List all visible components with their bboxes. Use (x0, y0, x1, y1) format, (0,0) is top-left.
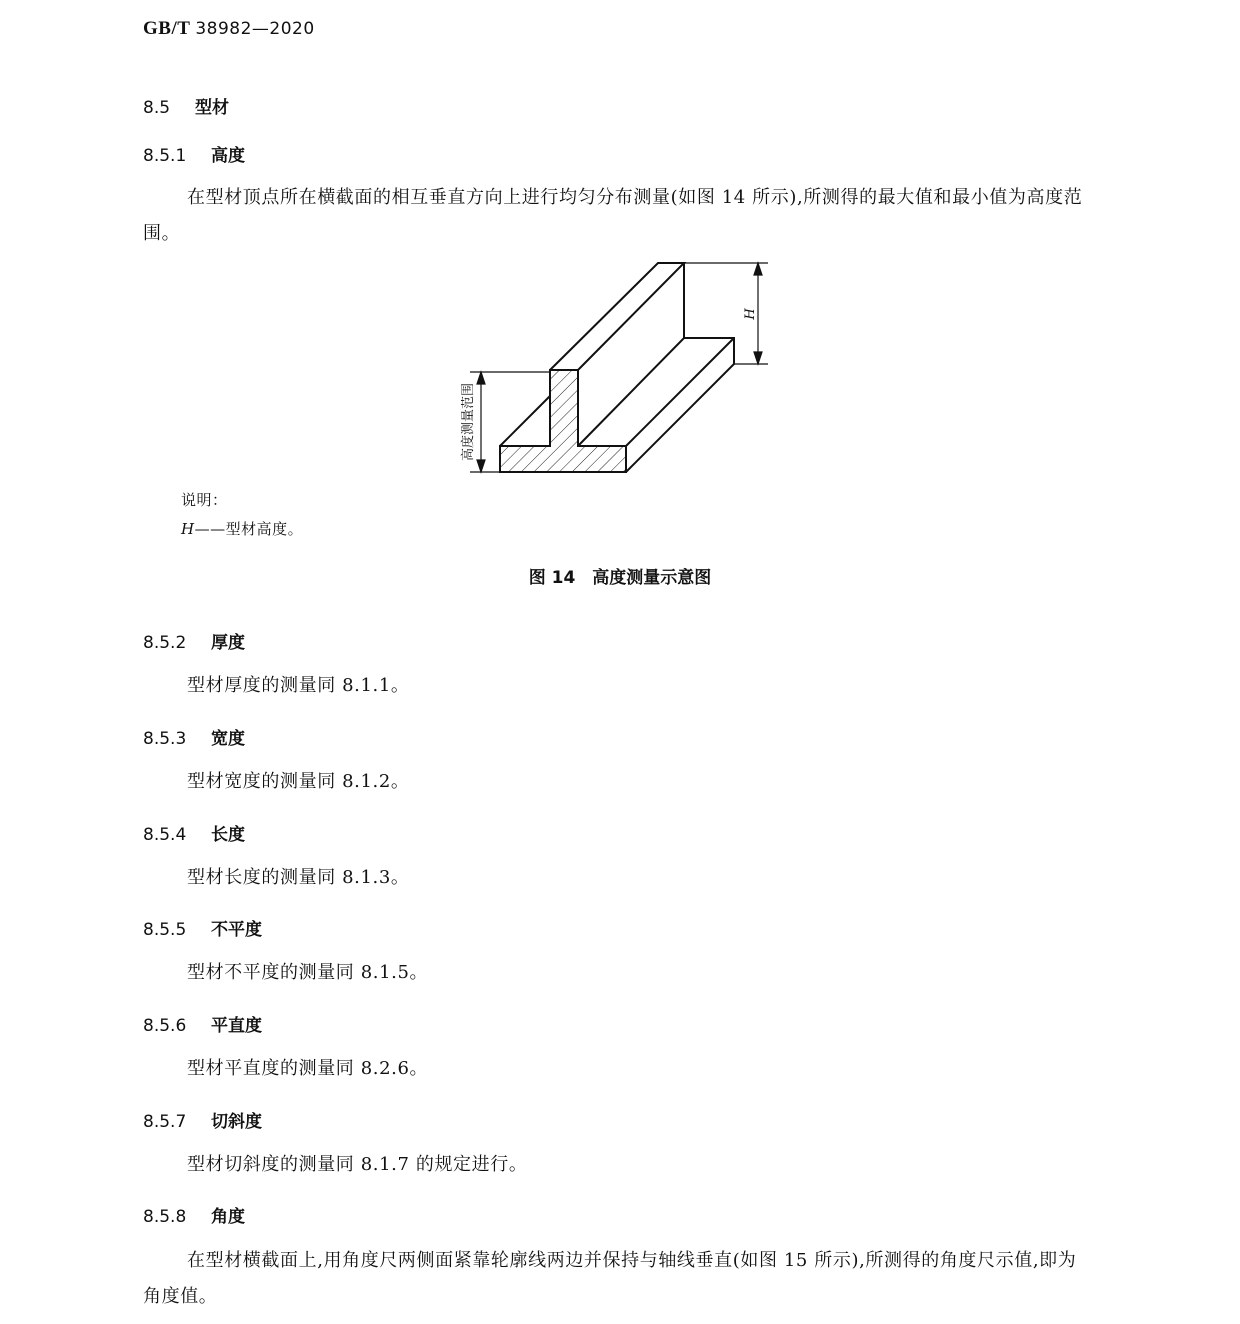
label-h: H (743, 308, 758, 320)
section-8-5-3-heading: 8.5.3 宽度 (143, 729, 245, 749)
section-8-5-5-text: 型材不平度的测量同 8.1.5。 (187, 962, 429, 983)
section-8-5-5-heading: 8.5.5 不平度 (143, 920, 262, 940)
section-8-5-2-heading: 8.5.2 厚度 (143, 633, 245, 653)
section-8-5-8-text: 在型材横截面上,用角度尺两侧面紧靠轮廓线两边并保持与轴线垂直(如图 15 所示),所测得的角度尺示值,即为角度值。 (143, 1250, 1077, 1307)
section-8-5-1-heading: 8.5.1 高度 (143, 146, 245, 166)
figure-14-note: H——型材高度。 (181, 520, 304, 538)
standard-code: GB/T (143, 18, 191, 39)
section-8-5-6-text: 型材平直度的测量同 8.2.6。 (187, 1058, 429, 1079)
standard-number: 38982—2020 (195, 19, 315, 39)
section-8-5-6-heading: 8.5.6 平直度 (143, 1016, 262, 1036)
section-8-5-3-text: 型材宽度的测量同 8.1.2。 (187, 771, 410, 792)
section-8-5-8-heading: 8.5.8 角度 (143, 1207, 245, 1227)
section-8-5-2-text: 型材厚度的测量同 8.1.1。 (187, 675, 410, 696)
t-section-front-face (500, 370, 626, 472)
figure-14-diagram (0, 0, 1240, 560)
figure-14-caption: 图 14 高度测量示意图 (528, 568, 712, 588)
section-8-5-heading: 8.5 型材 (143, 98, 229, 118)
section-8-5-1-text: 在型材顶点所在横截面的相互垂直方向上进行均匀分布测量(如图 14 所示),所测得的最大值和最小值为高度范围。 (143, 187, 1083, 244)
label-height-range: 高度测量范围 (461, 382, 476, 462)
section-8-5-7-heading: 8.5.7 切斜度 (143, 1112, 262, 1132)
section-8-5-4-heading: 8.5.4 长度 (143, 825, 245, 845)
section-8-5-7-text: 型材切斜度的测量同 8.1.7 的规定进行。 (187, 1154, 528, 1175)
figure-14-note-title: 说明： (181, 491, 228, 509)
section-8-5-4-text: 型材长度的测量同 8.1.3。 (187, 867, 410, 888)
